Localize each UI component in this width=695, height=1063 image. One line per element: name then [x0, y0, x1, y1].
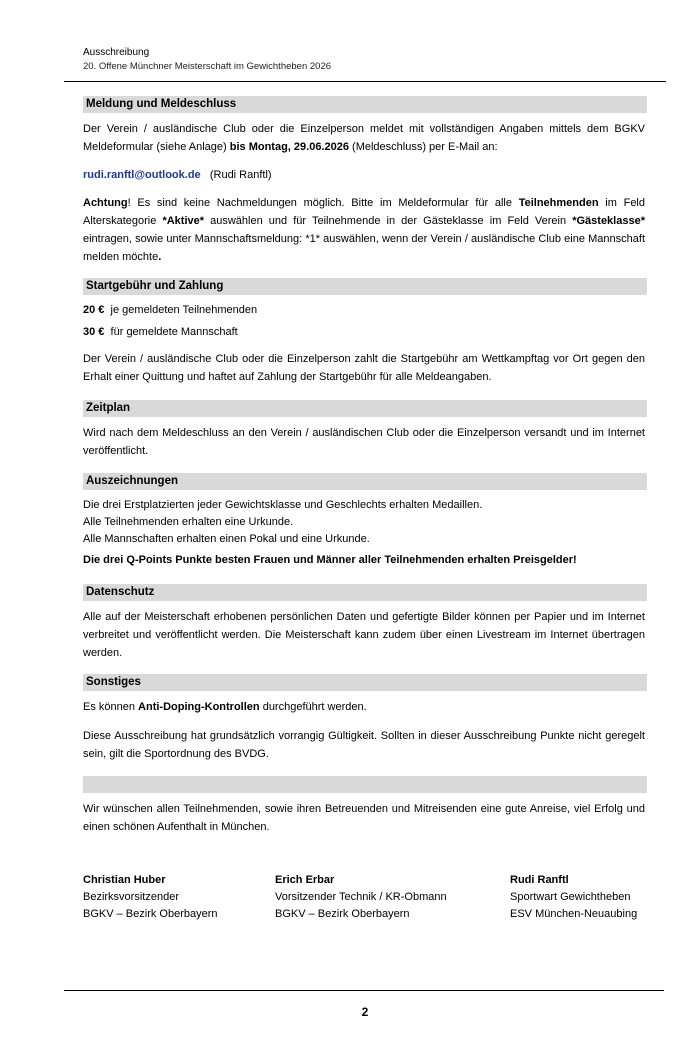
note-text-1: ! Es sind keine Nachmeldungen möglich. Bitte im Meldeformular für alle — [127, 197, 519, 209]
header-title: Ausschreibung — [83, 47, 150, 58]
note-text-2: im Feld Alterskategorie — [83, 197, 645, 227]
fee-1-amount: 20 € — [83, 304, 105, 316]
meldung-email-line — [83, 167, 645, 183]
signature-2 — [275, 872, 447, 923]
footer-divider — [64, 990, 664, 991]
note-text-3: auswählen und für Teilnehmende in der Gästeklasse im Feld Verein — [204, 215, 573, 227]
sonstiges-paragraph: Diese Ausschreibung hat grundsätzlich vorrangig Gültigkeit. Sollten in dieser Ausschreibung Punkte nicht geregelt sein, gilt die Sportordnung des BVDG. — [83, 730, 645, 760]
page-number: 2 — [361, 1005, 369, 1019]
signature-role: Vorsitzender Technik / KR-Obmann — [275, 891, 447, 903]
header-subtitle: 20. Offene Münchner Meisterschaft im Gewichtheben 2026 — [83, 61, 332, 72]
achtung-label: Achtung — [83, 197, 128, 209]
award-line-2: Alle Teilnehmenden erhalten eine Urkunde. — [83, 516, 294, 528]
signature-1 — [83, 872, 218, 923]
award-line-1: Die drei Erstplatzierten jeder Gewichtsklasse und Geschlechts erhalten Medaillen. — [83, 499, 483, 511]
section-heading-datenschutz: Datenschutz — [83, 584, 647, 601]
meldung-deadline: bis Montag, 29.06.2026 — [229, 141, 349, 153]
section-heading-auszeichnungen: Auszeichnungen — [83, 473, 647, 490]
section-heading-meldung: Meldung und Meldeschluss — [83, 96, 647, 113]
signature-org: BGKV – Bezirk Oberbayern — [275, 908, 410, 920]
fee-line-2 — [83, 324, 645, 340]
award-line-3: Alle Mannschaften erhalten einen Pokal und eine Urkunde. — [83, 533, 370, 545]
signature-org: BGKV – Bezirk Oberbayern — [83, 908, 218, 920]
empty-section-bar — [83, 776, 647, 793]
section-heading-zeitplan: Zeitplan — [83, 400, 647, 417]
meldung-text: Der Verein / ausländische Club oder die Einzelperson meldet mit vollständigen Angaben mittels dem BGKV Meldeformular (siehe Anlage) — [83, 123, 645, 153]
doping-text-2: durchgeführt werden. — [259, 701, 367, 713]
fee-2-amount: 30 € — [83, 326, 105, 338]
datenschutz-paragraph: Alle auf der Meisterschaft erhobenen persönlichen Daten und gefertigte Bilder können per Papier und im Internet verbreitet und veröffentlicht werden. Die Meisterschaft kann zudem über einen Livestream im Internet übertragen werden. — [83, 611, 645, 659]
closing-paragraph: Wir wünschen allen Teilnehmenden, sowie ihren Betreuenden und Mitreisenden eine gute Anreise, viel Erfolg und einen schönen Aufenthalt in München. — [83, 803, 645, 833]
section-heading-startgebuehr: Startgebühr und Zahlung — [83, 278, 647, 295]
zeitplan-paragraph: Wird nach dem Meldeschluss an den Verein / ausländischen Club oder die Einzelperson versandt und im Internet veröffentlicht. — [83, 427, 645, 457]
signature-org: ESV München-Neuaubing — [510, 908, 638, 920]
signature-name: Christian Huber — [83, 874, 166, 886]
note-bold-1: Teilnehmenden — [518, 197, 599, 209]
fee-line-1 — [83, 302, 645, 318]
doping-bold: Anti-Doping-Kontrollen — [138, 701, 260, 713]
section-heading-sonstiges: Sonstiges — [83, 674, 647, 691]
doping-text-1: Es können — [83, 701, 139, 713]
meldung-text-end: (Meldeschluss) per E-Mail an: — [348, 141, 498, 153]
note-text-4: eintragen, sowie unter Mannschaftsmeldung: *1* auswählen, wenn der Verein / ausländische Club eine Mannschaft melden möchte — [83, 233, 645, 263]
signature-name: Rudi Ranftl — [510, 874, 569, 886]
email-link[interactable]: rudi.ranftl@outlook.de — [83, 169, 201, 181]
award-line-4: Die drei Q-Points Punkte besten Frauen und Männer aller Teilnehmenden erhalten Preisgelder! — [83, 554, 577, 566]
header-divider — [64, 81, 666, 82]
fee-2-text: für gemeldete Mannschaft — [110, 326, 238, 338]
note-bold-2: *Aktive* — [162, 215, 205, 227]
signature-3 — [510, 872, 637, 923]
signature-name: Erich Erbar — [275, 874, 335, 886]
signature-role: Sportwart Gewichtheben — [510, 891, 631, 903]
startgebuehr-paragraph: Der Verein / ausländische Club oder die Einzelperson zahlt die Startgebühr am Wettkampftag vor Ort gegen den Erhalt einer Quittung und haftet auf Zahlung der Startgebühr für alle Meldeangaben. — [83, 353, 645, 383]
sonstiges-line-1 — [83, 699, 645, 715]
meldung-note-paragraph — [83, 194, 645, 266]
email-person: (Rudi Ranftl) — [209, 169, 272, 181]
fee-1-text: je gemeldeten Teilnehmenden — [110, 304, 258, 316]
note-bold-3: *Gästeklasse* — [572, 215, 645, 227]
signature-role: Bezirksvorsitzender — [83, 891, 179, 903]
note-period: . — [158, 251, 162, 263]
meldung-paragraph — [83, 120, 645, 156]
